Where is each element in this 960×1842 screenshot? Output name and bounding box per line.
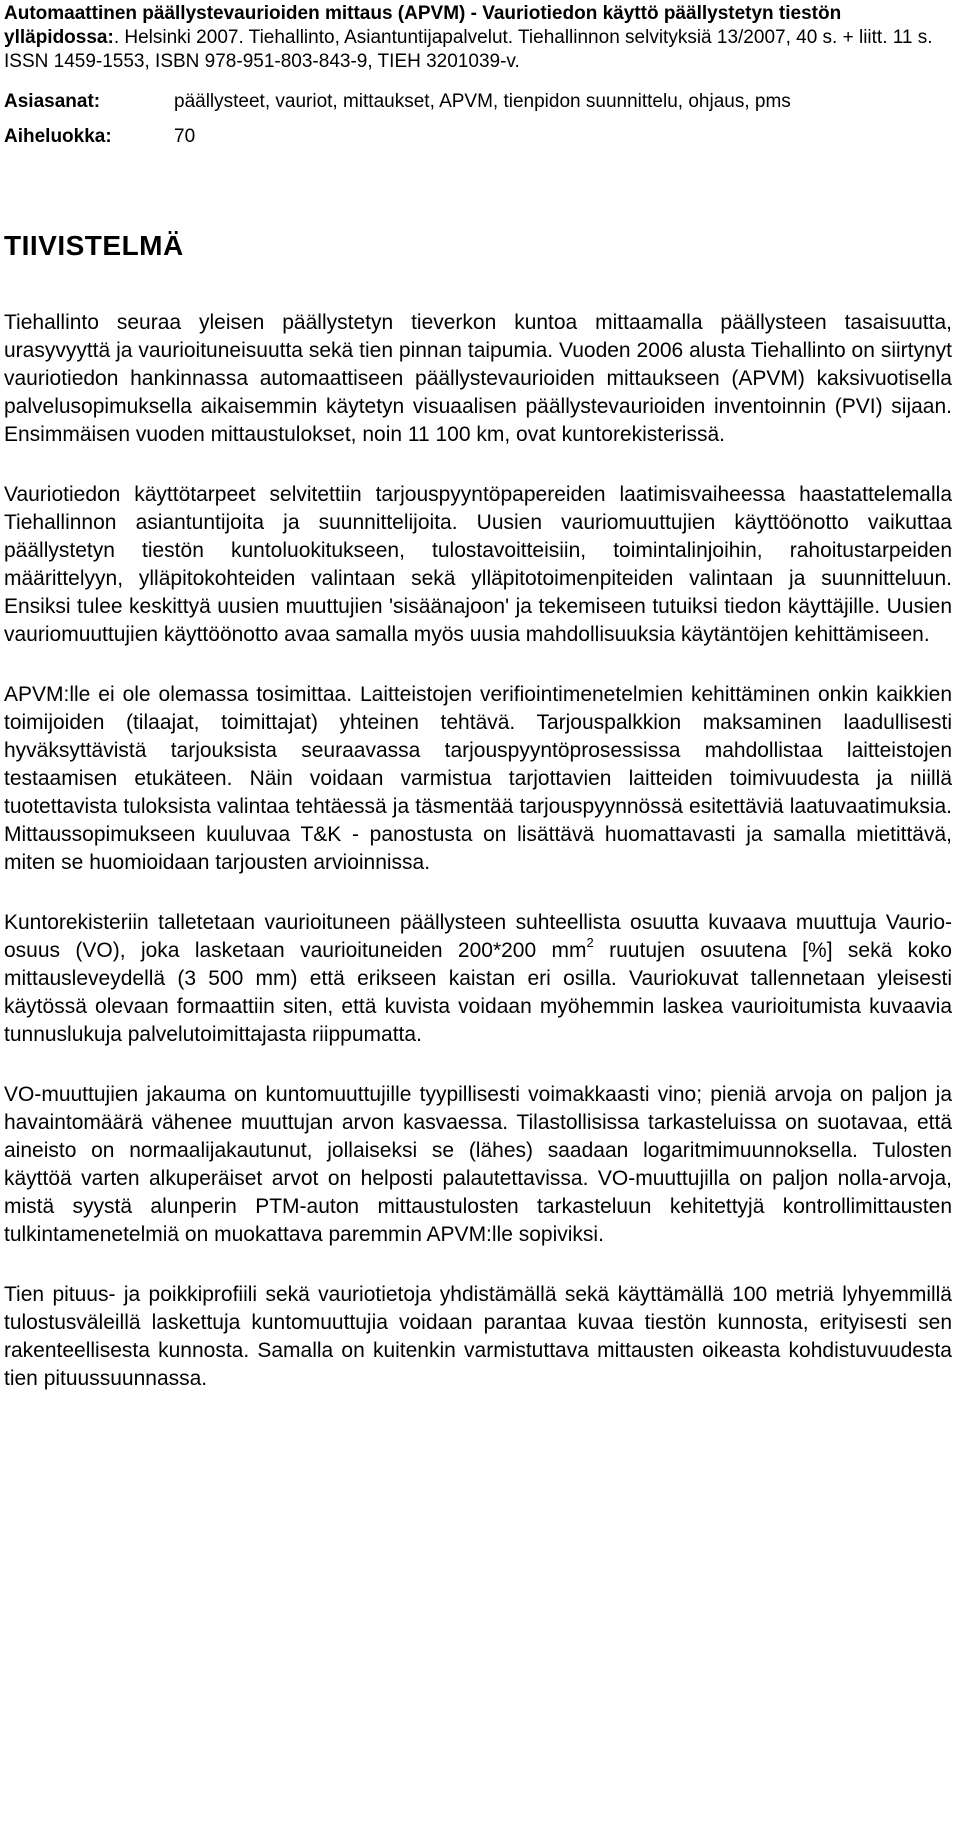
abstract-paragraph-5: VO-muuttujien jakauma on kuntomuuttujille tyypillisesti voimakkaasti vino; pieniä arvoja on paljon ja havaintomäärä vähenee muuttujan arvon kasvaessa. Tilastollisissa tarkasteluissa on suotavaa, että aineisto on normaalijakautunut, jollaiseksi se (lähes) saadaan logaritmimuunnoksella. Tulosten käyttöä varten alkuperäiset arvot on helposti palautettavissa. VO-muuttujilla on paljon nolla-arvoja, mistä syystä alunperin PTM-auton mittaustulosten tarkasteluun kehitettyjä kontrollimittausten tulkintamenetelmiä on muokattava paremmin APVM:lle sopiviksi. — [4, 1083, 952, 1246]
abstract-paragraph-6: Tien pituus- ja poikkiprofiili sekä vauriotietoja yhdistämällä sekä käyttämällä 100 metriä lyhyemmillä tulostusväleillä laskettuja kuntomuuttujia voidaan parantaa kuvaa tiestön kunnosta, erityisesti sen rakenteellisesta kunnosta. Samalla on kuitenkin varmistuttava mittausten oikeasta kohdistuvuudesta tien pituussuunnassa. — [4, 1283, 952, 1390]
document-page — [4, 0, 952, 1425]
publication-title: Automaattinen päällystevaurioiden mittaus (APVM) - Vauriotiedon käyttö päällystetyn tiestön ylläpidossa: — [4, 3, 842, 48]
subject-class-value: 70 — [174, 126, 196, 147]
keywords-label: Asiasanat: — [4, 91, 101, 112]
publication-details: . Helsinki 2007. Tiehallinto, Asiantuntijapalvelut. Tiehallinnon selvityksiä 13/2007, 40 s. + liitt. 11 s. ISSN 1459-1553, ISBN 978-951-803-843-9, TIEH 3201039-v. — [4, 27, 933, 72]
paragraph-4-text-b: ruutujen osuutena [%] sekä koko mittausleveydellä (3 500 mm) että erikseen kaistan eri osilla. Vauriokuvat tallennetaan yleisesti käytössä olevaan formaattiin siten, että kuvista voidaan myöhemmin laskea vaurioitumista kuvaavia tunnuslukuja palvelutoimittajasta riippumatta. — [4, 939, 952, 1046]
bibliographic-header — [4, 2, 952, 74]
keywords-row — [4, 90, 952, 114]
abstract-paragraph-2: Vauriotiedon käyttötarpeet selvitettiin tarjouspyyntöpapereiden laatimisvaiheessa haastattelemalla Tiehallinnon asiantuntijoita ja suunnittelijoita. Uusien vauriomuuttujien käyttöönotto vaikuttaa päällystetyn tiestön kuntoluokitukseen, tulostavoitteisiin, toimintalinjoihin, rahoitustarpeiden määrittelyyn, ylläpitokohteiden valintaan sekä ylläpitotoimenpiteiden valintaan ja suunnitteluun. Ensiksi tulee keskittyä uusien muuttujien 'sisäänajoon' ja tekemiseen tutuiksi tiedon käyttäjille. Uusien vauriomuuttujien käyttöönotto avaa samalla myös uusia mahdollisuuksia käytäntöjen kehittämiseen. — [4, 483, 952, 646]
metadata-block — [4, 90, 952, 149]
paragraph-4-text-a: Kuntorekisteriin talletetaan vaurioituneen päällysteen suhteellista osuutta kuvaava muuttuja Vaurio-osuus (VO), joka lasketaan vaurioituneiden 200*200 mm — [4, 911, 952, 962]
abstract-heading: TIIVISTELMÄ — [4, 230, 184, 261]
subject-class-row — [4, 125, 952, 149]
abstract-paragraph-4 — [4, 909, 952, 1049]
abstract-paragraph-1: Tiehallinto seuraa yleisen päällystetyn tieverkon kuntoa mittaamalla päällysteen tasaisuutta, urasyvyyttä ja vaurioituneisuutta sekä tien pinnan taipumia. Vuoden 2006 alusta Tiehallinto on siirtynyt vauriotiedon hankinnassa automaattiseen päällystevaurioiden mittaukseen (APVM) kaksivuotisella palvelusopimuksella aikaisemmin käytetyn visuaalisen päällystevaurioiden inventoinnin (PVI) sijaan. Ensimmäisen vuoden mittaustulokset, noin 11 100 km, ovat kuntorekisterissä. — [4, 311, 952, 446]
superscript-2: 2 — [586, 935, 594, 950]
abstract-paragraph-3: APVM:lle ei ole olemassa tosimittaa. Laitteistojen verifiointimenetelmien kehittäminen onkin kaikkien toimijoiden (tilaajat, toimittajat) yhteinen tehtävä. Tarjouspalkkion maksaminen laadullisesti hyväksyttävistä tarjouksista seuraavassa tarjouspyyntöprosessissa mahdollistaa laitteistojen testaamisen etukäteen. Näin voidaan varmistua tarjottavien laitteiden toimivuudesta ja niillä tuotettavista tuloksista valintaa tehtäessä ja täsmentää tarjouspyynnössä esitettäviä laatuvaatimuksia. Mittaussopimukseen kuuluvaa T&K - panostusta on lisättävä huomattavasti ja samalla mietittävä, miten se huomioidaan tarjousten arvioinnissa. — [4, 683, 952, 874]
keywords-value: päällysteet, vauriot, mittaukset, APVM, tienpidon suunnittelu, ohjaus, pms — [174, 91, 791, 112]
subject-class-label: Aiheluokka: — [4, 126, 112, 147]
